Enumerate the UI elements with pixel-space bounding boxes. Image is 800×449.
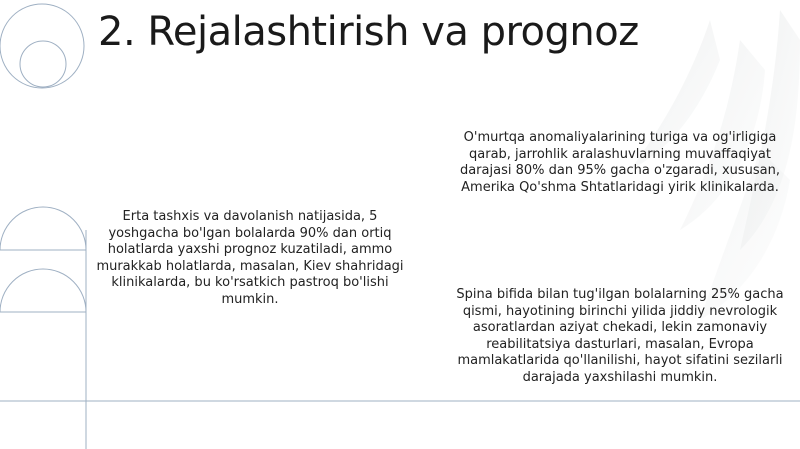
slide-title: 2. Rejalashtirish va prognoz bbox=[98, 9, 639, 55]
paragraph-right-bottom: Spina bifida bilan tug'ilgan bolalarning 25% gacha qismi, hayotining birinchi yilida jiddiy nevrologik asoratlardan aziyat chekadi, lekin zamonaviy reabilitatsiya dasturlari, masalan, Evropa mamlakatlarida qo'llanilishi, hayot sifatini sezilarli darajada yaxshilashi mumkin. bbox=[456, 287, 784, 385]
paragraph-left: Erta tashxis va davolanish natijasida, 5 yoshgacha bo'lgan bolalarda 90% dan ortiq holatlarda yaxshi prognoz kuzatiladi, ammo murakkab holatlarda, masalan, Kiev shahridagi klinikalarda, bu ko'rsatkich pastroq bo'lishi mumkin. bbox=[96, 209, 404, 307]
paragraph-right-top: O'murtqa anomaliyalarining turiga va og'irligiga qarab, jarrohlik aralashuvlarning muvaffaqiyat darajasi 80% dan 95% gacha o'zgaradi, xususan, Amerika Qo'shma Shtatlaridagi yirik klinikalarda. bbox=[459, 130, 781, 195]
